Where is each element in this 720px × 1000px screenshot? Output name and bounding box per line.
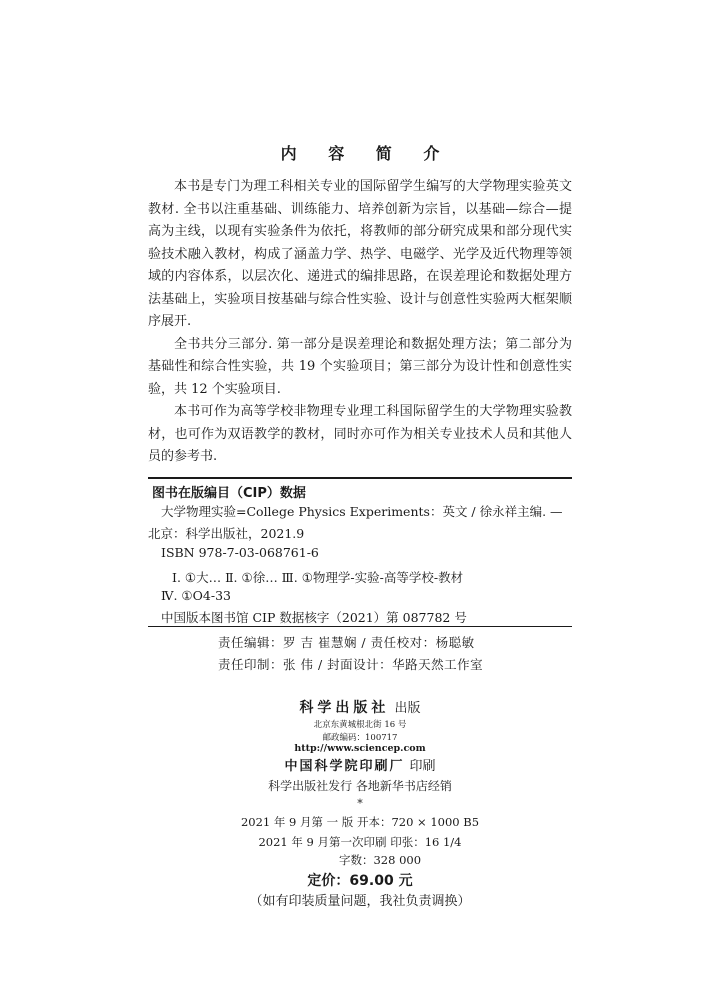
editors-line-1: 责任编辑：罗 吉 崔慧娴 / 责任校对：杨聪敏 bbox=[218, 635, 475, 650]
publisher-suffix: 出版 bbox=[394, 701, 421, 716]
price-line bbox=[0, 870, 720, 890]
cip-title-entry: 大学物理实验=College Physics Experiments：英文 / 徐永祥主编. —北京：科学出版社，2021.9 bbox=[148, 504, 563, 541]
cip-top-rule bbox=[148, 477, 572, 479]
editors-line-2: 责任印制：张 伟 / 封面设计：华路天然工作室 bbox=[218, 657, 484, 672]
separator-asterisk: * bbox=[357, 797, 363, 810]
cip-classification-1: Ⅰ. ①大… Ⅱ. ①徐… Ⅲ. ①物理学-实验-高等学校-教材 bbox=[172, 570, 464, 585]
publisher-line bbox=[0, 697, 720, 717]
cip-number: 中国版本图书馆 CIP 数据核字（2021）第 087782 号 bbox=[161, 610, 467, 625]
publisher-name: 科学出版社 bbox=[299, 700, 390, 716]
summary-title: 内 容 简 介 bbox=[280, 144, 453, 163]
price-label: 定价： bbox=[307, 873, 350, 889]
cip-heading: 图书在版编目（CIP）数据 bbox=[152, 486, 306, 501]
printing-line: 2021 年 9 月第一次印刷 印张：16 1/4 bbox=[258, 835, 462, 849]
summary-body bbox=[148, 176, 572, 469]
cip-isbn: ISBN 978-7-03-068761-6 bbox=[161, 545, 319, 560]
distribution-line: 科学出版社发行 各地新华书店经销 bbox=[268, 779, 452, 793]
printer-line bbox=[0, 755, 720, 774]
edition-line: 2021 年 9 月第 一 版 开本：720 × 1000 B5 bbox=[240, 815, 480, 829]
printer-name: 中国科学院印刷厂 bbox=[284, 759, 405, 774]
cip-classification-2: Ⅳ. ①O4-33 bbox=[161, 588, 231, 603]
summary-paragraph: 全书共分三部分. 第一部分是误差理论和数据处理方法；第二部分为基础性和综合性实验，共 19 个实验项目；第三部分为设计性和创意性实验，共 12 个实验项目. bbox=[148, 336, 572, 397]
printer-suffix: 印刷 bbox=[409, 759, 436, 774]
publisher-url: http://www.sciencep.com bbox=[294, 743, 426, 754]
quality-notice: （如有印装质量问题，我社负责调换） bbox=[249, 894, 471, 909]
publisher-postcode: 邮政编码：100717 bbox=[322, 733, 398, 743]
summary-paragraph: 本书是专门为理工科相关专业的国际留学生编写的大学物理实验英文教材. 全书以注重基础、训练能力、培养创新为宗旨，以基础—综合—提高为主线，以现有实验条件为依托，将教师的部分研究成果和部分现代实验技术融入教材，构成了涵盖力学、热学、电磁学、光学及近代物理等领域的内容体系，以层次化、递进式的编排思路，在误差理论和数据处理方法基础上，实验项目按基础与综合性实验、设计与创意性实验两大框架顺序展开. bbox=[148, 179, 572, 329]
price-value: 69.00 元 bbox=[349, 873, 413, 889]
word-count: 字数：328 000 bbox=[338, 853, 422, 867]
publisher-address: 北京东黄城根北街 16 号 bbox=[313, 720, 407, 730]
cip-bottom-rule bbox=[148, 626, 572, 627]
summary-paragraph: 本书可作为高等学校非物理专业理工科国际留学生的大学物理实验教材，也可作为双语教学的教材，同时亦可作为相关专业技术人员和其他人员的参考书. bbox=[148, 404, 572, 464]
